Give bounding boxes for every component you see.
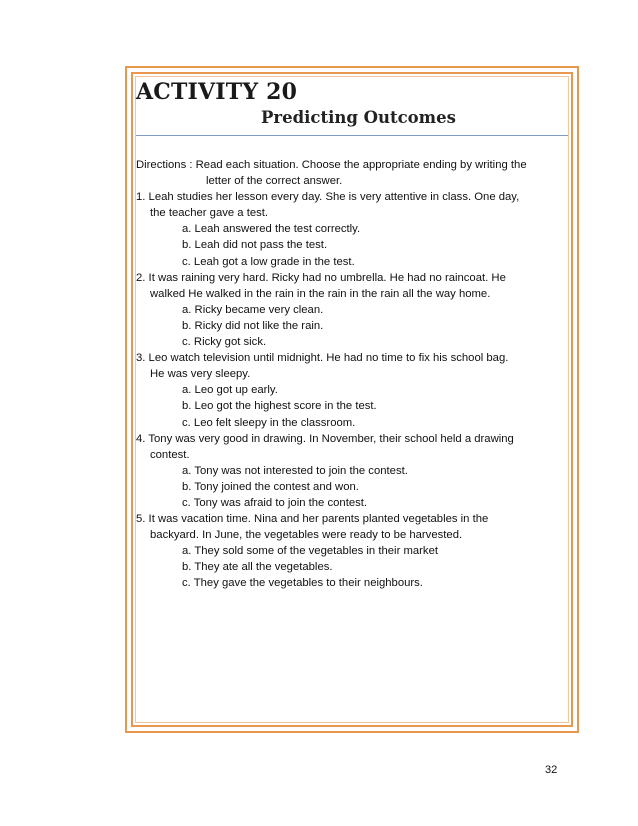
activity-title: ACTIVITY 20 bbox=[136, 79, 298, 105]
activity-body bbox=[136, 157, 572, 592]
item-3-choice-c: c. Leo felt sleepy in the classroom. bbox=[182, 416, 356, 429]
item-4-line-2: contest. bbox=[150, 448, 190, 461]
page-number: 32 bbox=[545, 764, 558, 776]
directions-line-1: Directions : Read each situation. Choose the appropriate ending by writing the bbox=[136, 159, 527, 171]
item-3-choice-a: a. Leo got up early. bbox=[182, 384, 278, 397]
item-2-choice-b: b. Ricky did not like the rain. bbox=[182, 319, 324, 332]
item-4-line-1: 4. Tony was very good in drawing. In November, their school held a drawing bbox=[136, 432, 514, 445]
item-2-choice-a: a. Ricky became very clean. bbox=[182, 303, 324, 316]
item-3-line-1: 3. Leo watch television until midnight. He had no time to fix his school bag. bbox=[136, 352, 509, 365]
item-1-choice-a: a. Leah answered the test correctly. bbox=[182, 223, 361, 236]
activity-subtitle: Predicting Outcomes bbox=[261, 108, 456, 127]
item-5-choice-b: b. They ate all the vegetables. bbox=[182, 561, 333, 574]
item-4-choice-a: a. Tony was not interested to join the contest. bbox=[182, 464, 408, 477]
item-5-choice-c: c. They gave the vegetables to their neighbours. bbox=[182, 577, 423, 590]
item-4-choice-b: b. Tony joined the contest and won. bbox=[182, 480, 359, 493]
item-2-choice-c: c. Ricky got sick. bbox=[182, 336, 267, 349]
directions-line-2: letter of the correct answer. bbox=[206, 175, 343, 188]
item-1-choice-c: c. Leah got a low grade in the test. bbox=[182, 255, 355, 268]
title-divider bbox=[136, 135, 568, 136]
item-1-line-1: 1. Leah studies her lesson every day. She is very attentive in class. One day, bbox=[136, 191, 520, 204]
item-1-line-2: the teacher gave a test. bbox=[150, 207, 269, 220]
item-5-choice-a: a. They sold some of the vegetables in their market bbox=[182, 545, 438, 558]
item-3-line-2: He was very sleepy. bbox=[150, 368, 251, 381]
item-1-choice-b: b. Leah did not pass the test. bbox=[182, 239, 328, 252]
item-4-choice-c: c. Tony was afraid to join the contest. bbox=[182, 496, 368, 509]
item-5-line-1: 5. It was vacation time. Nina and her parents planted vegetables in the bbox=[136, 513, 489, 526]
item-5-line-2: backyard. In June, the vegetables were ready to be harvested. bbox=[150, 529, 463, 542]
item-2-line-2: walked He walked in the rain in the rain in the rain all the way home. bbox=[150, 287, 491, 300]
item-3-choice-b: b. Leo got the highest score in the test. bbox=[182, 400, 377, 413]
activity-content bbox=[136, 78, 572, 592]
item-2-line-1: 2. It was raining very hard. Ricky had no umbrella. He had no raincoat. He bbox=[136, 271, 506, 284]
